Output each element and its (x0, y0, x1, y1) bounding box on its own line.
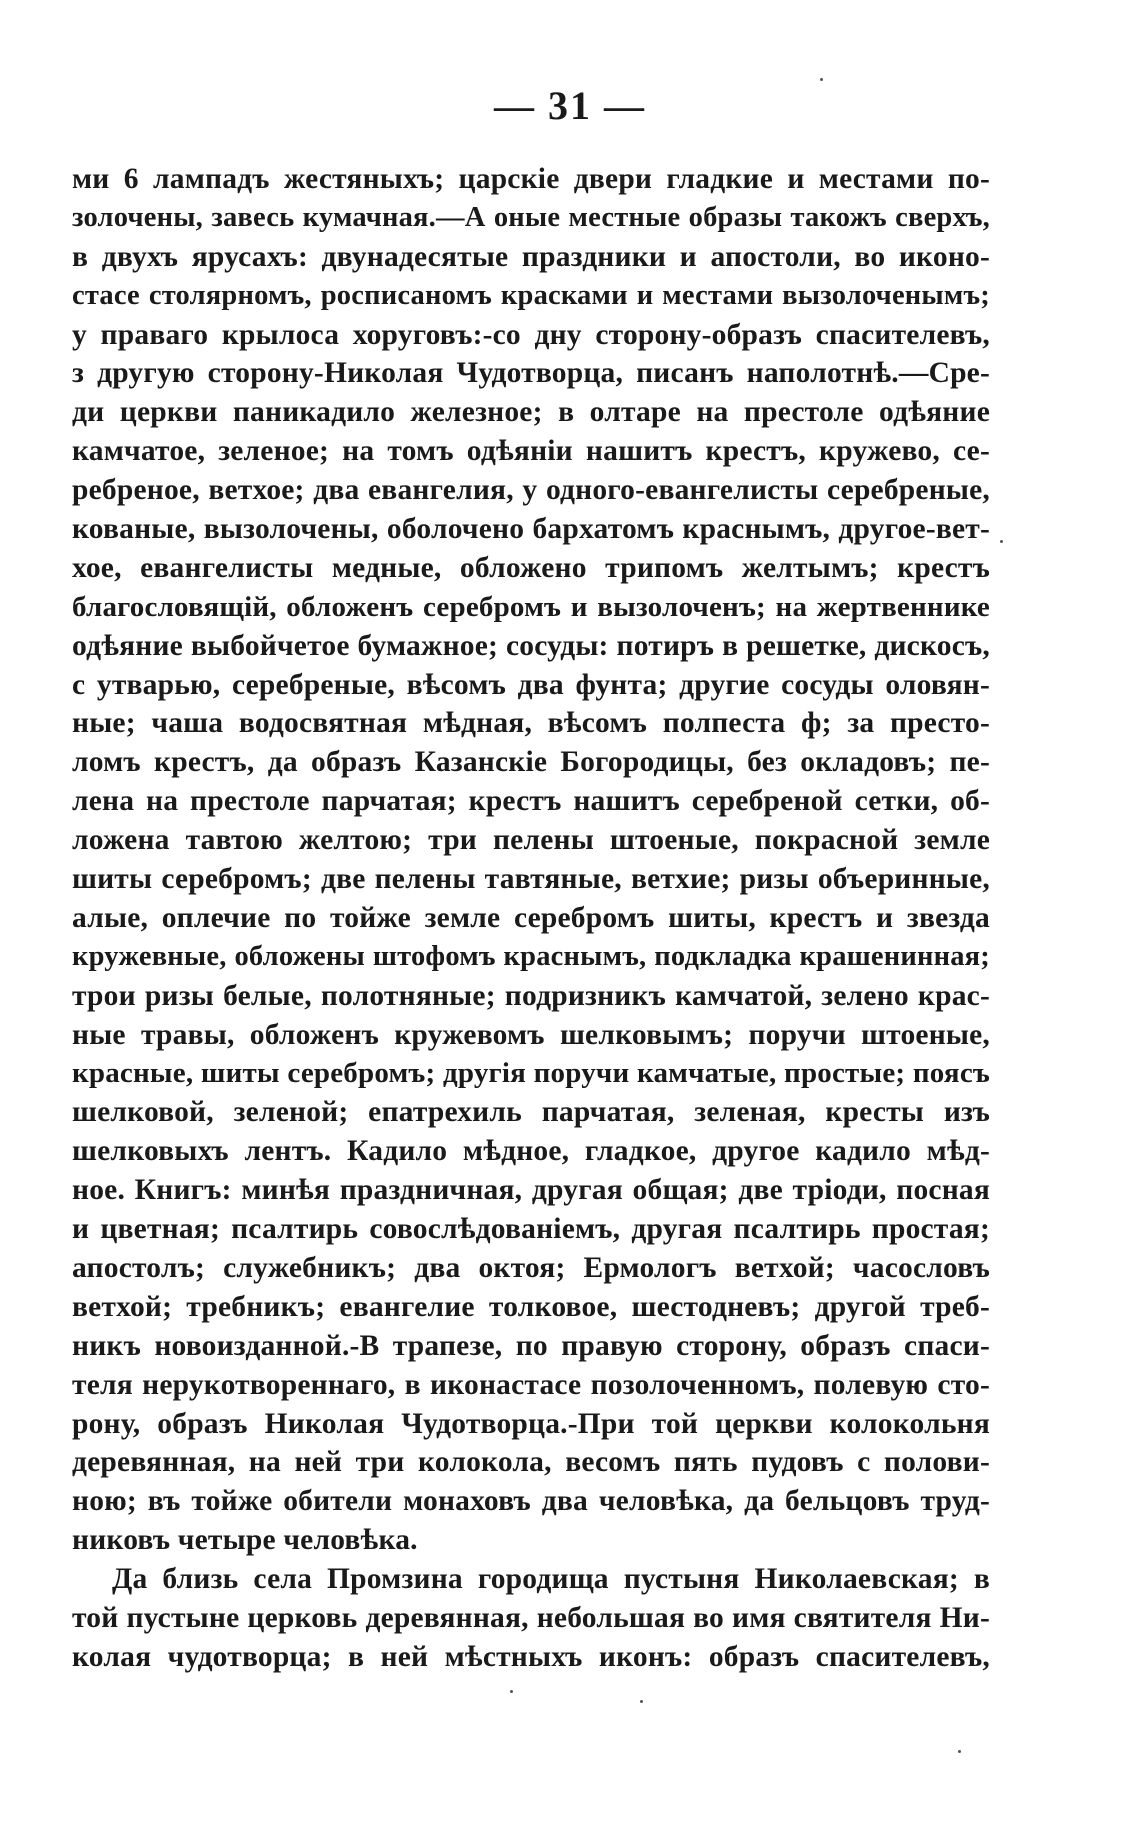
page-number: — 31 — (494, 83, 646, 128)
text-line: ные; чаша водосвятная мѣдная, вѣсомъ полпеста ф; за престо- (72, 707, 990, 740)
print-speck (640, 1700, 643, 1703)
text-line: апостолъ; служебникъ; два октоя; Ермологъ ветхой; часословъ (72, 1251, 990, 1284)
text-line: лена на престоле парчатая; крестъ нашитъ серебреной сетки, об- (72, 785, 990, 818)
text-line: колая чудотворца; в ней мѣстныхъ иконъ: образъ спасителевъ, (72, 1640, 990, 1673)
text-line: ребреное, ветхое; два евангелия, у одного-евангелисты серебреные, (72, 474, 990, 507)
text-line: ною; въ тойже обители монаховъ два человѣка, да бельцовъ труд- (72, 1485, 990, 1518)
text-line: никовъ четыре человѣка. (72, 1524, 418, 1557)
print-speck (820, 78, 823, 81)
text-line: шелковой, зеленой; епатрехиль парчатая, зеленая, кресты изъ (72, 1096, 990, 1129)
text-line: з другую сторону-Николая Чудотворца, писанъ наполотнѣ.—Сре- (72, 357, 990, 390)
text-line: хое, евангелисты медные, обложено трипомъ желтымъ; крестъ (72, 551, 990, 584)
text-line: золочены, завесь кумачная.—А оные местные образы такожъ сверхъ, (72, 201, 990, 233)
text-line: с утварью, серебреные, вѣсомъ два фунта; другие сосуды оловян- (72, 668, 990, 701)
text-line: шелковыхъ лентъ. Кадило мѣдное, гладкое, другое кадило мѣд- (72, 1135, 990, 1168)
text-line: ное. Книгъ: минѣя праздничная, другая общая; две тріоди, посная (72, 1174, 990, 1207)
text-line: и цветная; псалтирь совослѣдованіемъ, другая псалтирь простая; (72, 1213, 990, 1246)
text-line: кованые, вызолочены, оболочено бархатомъ краснымъ, другое-вет- (72, 513, 990, 546)
text-line: ложена тавтою желтою; три пелены штоеные, покрасной земле (72, 824, 990, 857)
paragraph-1 (72, 160, 990, 1560)
print-speck (510, 1690, 513, 1693)
text-line: Да близь села Промзина городища пустыня Николаевская; в (112, 1563, 990, 1596)
paragraph-2 (72, 1560, 990, 1677)
print-speck (958, 1750, 961, 1753)
text-line: шиты серебромъ; две пелены тавтяные, ветхие; ризы объеринные, (72, 863, 990, 896)
text-line: деревянная, на ней три колокола, весомъ пять пудовъ с полови- (72, 1446, 990, 1479)
text-line: ломъ крестъ, да образъ Казанскіе Богородицы, без окладовъ; пе- (72, 746, 990, 779)
text-line: красные, шиты серебромъ; другія поручи камчатые, простые; поясъ (72, 1057, 990, 1090)
page-body (72, 160, 990, 1677)
text-line: трои ризы белые, полотняные; подризникъ камчатой, зелено крас- (72, 979, 990, 1012)
text-line: алые, оплечие по тойже земле серебромъ шиты, крестъ и звезда (72, 901, 990, 934)
text-line: ветхой; требникъ; евангелие толковое, шестодневъ; другой треб- (72, 1290, 990, 1323)
text-line: рону, образъ Николая Чудотворца.-При той церкви колокольня (72, 1407, 990, 1440)
text-line: никъ новоизданной.-В трапезе, по правую сторону, образъ спаси- (72, 1329, 990, 1362)
text-line: в двухъ ярусахъ: двунадесятые праздники и апостоли, во иконо- (72, 240, 990, 273)
text-line: кружевные, обложены штофомъ краснымъ, подкладка крашенинная; (72, 940, 990, 972)
text-line: теля нерукотвореннаго, в иконастасе позолоченномъ, полевую сто- (72, 1368, 990, 1401)
print-speck (1000, 540, 1003, 543)
text-line: стасе столярномъ, росписаномъ красками и местами вызолоченымъ; (72, 279, 990, 311)
text-line: той пустыне церковь деревянная, небольшая во имя святителя Ни- (72, 1601, 990, 1634)
text-line: одѣяние выбойчетое бумажное; сосуды: потиръ в решетке, дискосъ, (72, 629, 990, 662)
text-line: ми 6 лампадъ жестяныхъ; царскіе двери гладкие и местами по- (72, 163, 990, 195)
text-line: камчатое, зеленое; на томъ одѣяніи нашитъ крестъ, кружево, се- (72, 435, 990, 468)
text-line: у праваго крылоса хоруговъ:-со дну сторону-образъ спасителевъ, (72, 318, 990, 351)
text-line: ные травы, обложенъ кружевомъ шелковымъ; поручи штоеные, (72, 1018, 990, 1051)
text-line: благословящій, обложенъ серебромъ и вызолоченъ; на жертвеннике (72, 590, 990, 623)
text-line: ди церкви паникадило железное; в олтаре на престоле одѣяние (72, 396, 990, 429)
